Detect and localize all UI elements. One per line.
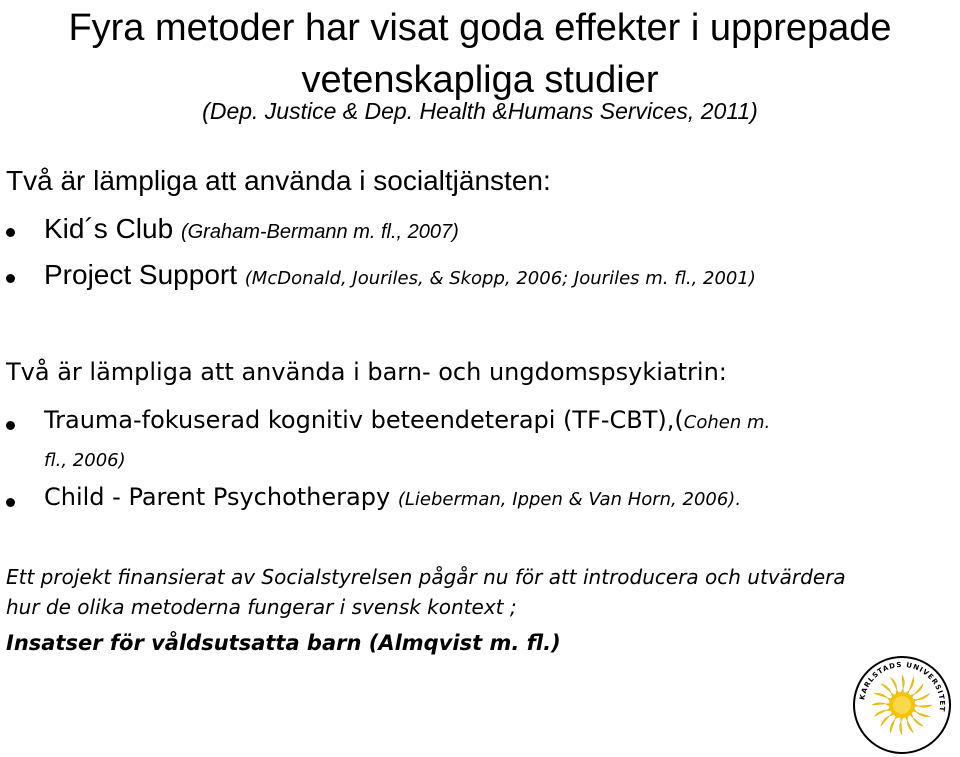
bullet-icon xyxy=(6,228,15,237)
method-citation-continued: fl., 2006) xyxy=(44,450,126,471)
project-note-line-1: Ett projekt finansierat av Socialstyrelsen pågår nu för att introducera och utvärdera xyxy=(6,565,846,589)
bullet-icon xyxy=(6,498,15,507)
list-item xyxy=(44,406,770,434)
project-note-line-2: hur de olika metoderna fungerar i svensk kontext ; xyxy=(6,595,517,619)
method-citation: (Lieberman, Ippen & Van Horn, 2006). xyxy=(397,489,742,510)
method-name: Project Support xyxy=(44,259,237,290)
sun-seal-icon xyxy=(852,655,952,755)
list-item xyxy=(44,483,741,511)
subtitle-citation: (Dep. Justice & Dep. Health &Humans Services, 2011) xyxy=(202,98,758,124)
method-name: Child - Parent Psychotherapy xyxy=(44,483,391,511)
list-item xyxy=(44,259,756,291)
list-item xyxy=(44,213,459,245)
bullet-icon xyxy=(6,274,15,283)
title-line-2: vetenskapliga studier xyxy=(301,59,659,101)
method-name: Trauma-fokuserad kognitiv beteendeterapi (TF-CBT),( xyxy=(44,406,684,434)
method-citation: (McDonald, Jouriles, & Skopp, 2006; Jouriles m. fl., 2001) xyxy=(244,268,756,289)
logo-lettering: KARLSTADS UNIVERSITET xyxy=(858,660,947,713)
title-line-1: Fyra metoder har visat goda effekter i upprepade xyxy=(68,7,892,49)
section1-heading: Två är lämpliga att använda i socialtjänsten: xyxy=(6,165,551,196)
section2-heading: Två är lämpliga att använda i barn- och ungdomspsykiatrin: xyxy=(6,358,727,386)
slide-title xyxy=(0,2,960,106)
bullet-icon xyxy=(6,421,15,430)
method-name: Kid´s Club xyxy=(44,213,174,244)
method-citation: Cohen m. xyxy=(683,412,771,433)
conclusion-text: Insatser för våldsutsatta barn (Almqvist m. fl.) xyxy=(6,631,561,655)
method-citation: (Graham-Bermann m. fl., 2007) xyxy=(180,221,459,243)
